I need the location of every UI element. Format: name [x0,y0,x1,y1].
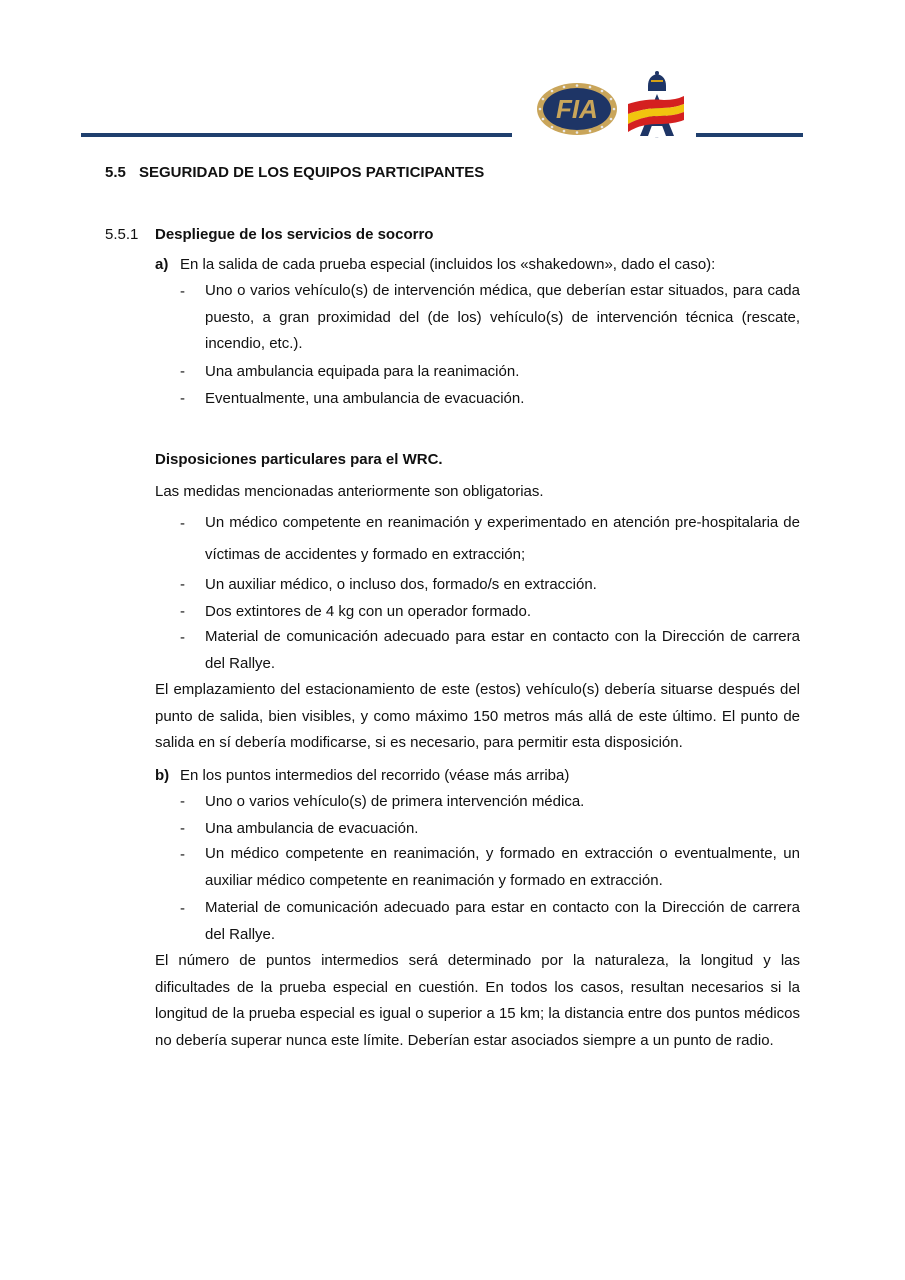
bullet: - [180,629,185,646]
wrc-intro: Las medidas mencionadas anteriormente son obligatorias. [155,483,544,500]
wrc-item: Un médico competente en reanimación y experimentado en atención pre-hospitalaria de víctimas de accidentes y formado en extracción; [205,514,800,563]
part-a-marker: a) [155,256,169,273]
part-a-item: Una ambulancia equipada para la reanimación. [205,363,520,380]
wrc-item: Dos extintores de 4 kg con un operador formado. [205,603,532,620]
section-number: 5.5 [105,164,126,181]
bullet: - [180,363,185,380]
part-b-intro: En los puntos intermedios del recorrido (véase más arriba) [180,767,570,784]
subsection-number: 5.5.1 [105,226,139,243]
header-rule-right [696,133,803,137]
rfeda-logo [626,70,688,138]
part-b-paragraph: El número de puntos intermedios será determinado por la naturaleza, la longitud y las dificultades de la prueba especial en cuestión. En todos los casos, resultan necesarios si la longitud de la prueba especial es igual o superior a 15 km; la distancia entre dos puntos médicos no debería superar nunca este límite. Deberían estar asociados siempre a un punto de radio. [155,952,800,1049]
bullet: - [180,576,185,593]
part-b-item: Un médico competente en reanimación, y formado en extracción o eventualmente, un auxiliar médico competente en reanimación y formado en extracción. [205,845,800,889]
wrc-item: Material de comunicación adecuado para estar en contacto con la Dirección de carrera del Rallye. [205,628,800,672]
part-b-item: Uno o varios vehículo(s) de primera intervención médica. [205,793,585,810]
part-b-item: Material de comunicación adecuado para estar en contacto con la Dirección de carrera del Rallye. [205,899,800,943]
bullet: - [180,390,185,407]
subsection-title: Despliegue de los servicios de socorro [155,226,434,243]
bullet: - [180,793,185,810]
part-a-intro: En la salida de cada prueba especial (incluidos los «shakedown», dado el caso): [180,256,716,273]
svg-text:FIA: FIA [556,94,598,124]
wrc-paragraph: El emplazamiento del estacionamiento de este (estos) vehículo(s) debería situarse después del punto de salida, bien visibles, y como máximo 150 metros más allá de este último. El punto de salida en sí debería modificarse, si es necesario, para permitir esta disposición. [155,681,800,751]
bullet: - [180,283,185,300]
bullet: - [180,846,185,863]
section-title: SEGURIDAD DE LOS EQUIPOS PARTICIPANTES [139,164,485,181]
bullet: - [180,820,185,837]
part-b-marker: b) [155,767,170,784]
bullet: - [180,900,185,917]
svg-text:RFEDA: RFEDA [655,138,659,139]
part-a-item: Uno o varios vehículo(s) de intervención médica, que deberían estar situados, para cada puesto, a gran proximidad del (de los) vehículo(s) de intervención técnica (rescate, incendio, etc.). [205,282,800,352]
part-a-item: Eventualmente, una ambulancia de evacuación. [205,390,525,407]
header-rule-left [81,133,512,137]
bullet: - [180,603,185,620]
wrc-heading: Disposiciones particulares para el WRC. [155,451,443,468]
fia-logo [536,82,618,136]
part-b-item: Una ambulancia de evacuación. [205,820,419,837]
bullet: - [180,515,185,532]
wrc-item: Un auxiliar médico, o incluso dos, formado/s en extracción. [205,576,597,593]
